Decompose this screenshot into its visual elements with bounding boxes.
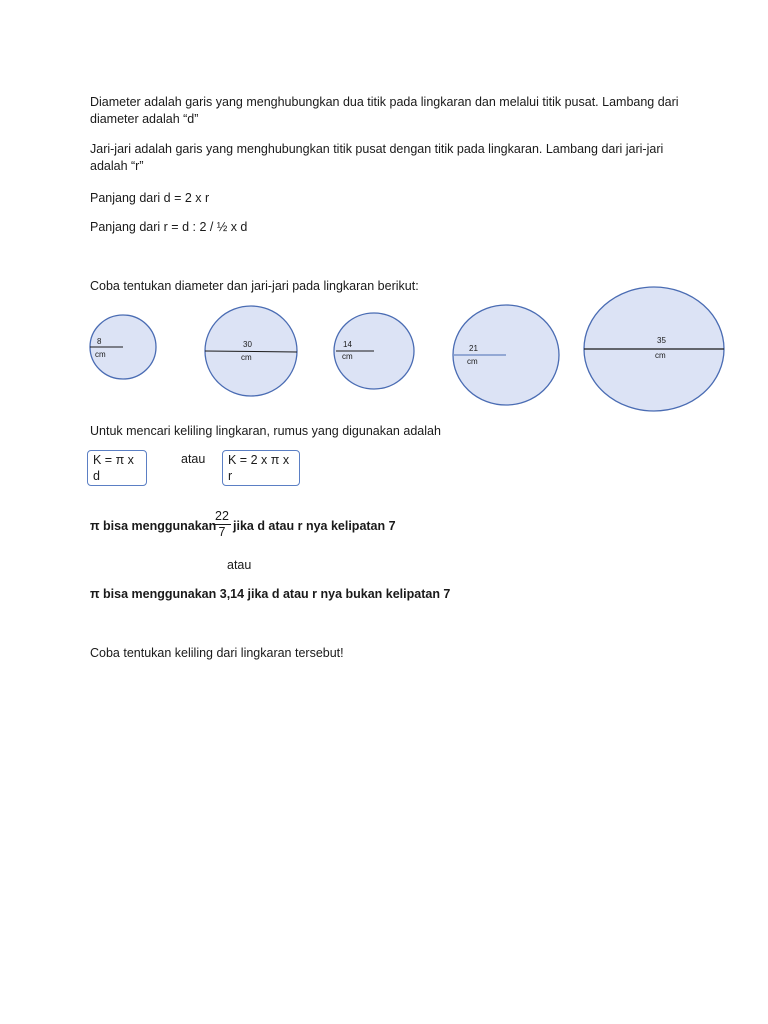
circle-5-unit: cm	[655, 351, 666, 360]
pi-note-fraction-suffix: jika d atau r nya kelipatan 7	[233, 519, 396, 533]
circle-2	[205, 306, 297, 396]
formula-box-radius: K = 2 x π x r	[222, 450, 300, 486]
circle-1-value: 8	[97, 337, 102, 346]
formula-box-diameter: K = π x d	[87, 450, 147, 486]
radius-definition: Jari-jari adalah garis yang menghubungkan titik pusat dengan titik pada lingkaran. Lambang dari jari-jari adalah “r”	[90, 142, 664, 173]
circle-3	[334, 313, 414, 389]
pi-fraction	[213, 509, 231, 540]
circle-3-unit: cm	[342, 352, 353, 361]
or-label: atau	[181, 452, 206, 466]
exercise-circumference: Coba tentukan keliling dari lingkaran tersebut!	[90, 646, 344, 660]
or-label-2: atau	[227, 558, 252, 572]
circle-3-value: 14	[343, 340, 352, 349]
diameter-formula: Panjang dari d = 2 x r	[90, 191, 210, 205]
fraction-numerator: 22	[213, 509, 231, 525]
circle-5	[584, 287, 724, 411]
diameter-definition: Diameter adalah garis yang menghubungkan dua titik pada lingkaran dan melalui titik pusat. Lambang dari diameter adalah “d”	[90, 95, 679, 126]
fraction-denominator: 7	[218, 525, 226, 539]
circles-figure	[0, 0, 768, 420]
circle-4-value: 21	[469, 344, 478, 353]
circle-5-value: 35	[657, 336, 666, 345]
circle-1	[90, 315, 156, 379]
circle-2-value: 30	[243, 340, 252, 349]
radius-formula: Panjang dari r = d : 2 / ½ x d	[90, 220, 248, 234]
circle-4	[453, 305, 559, 405]
pi-note-decimal: π bisa menggunakan 3,14 jika d atau r nya bukan kelipatan 7	[90, 587, 451, 601]
keliling-intro: Untuk mencari keliling lingkaran, rumus yang digunakan adalah	[90, 424, 441, 438]
pi-note-fraction-prefix: π bisa menggunakan	[90, 519, 217, 533]
circle-1-unit: cm	[95, 350, 106, 359]
circle-2-unit: cm	[241, 353, 252, 362]
circle-4-unit: cm	[467, 357, 478, 366]
exercise-diameter-radius: Coba tentukan diameter dan jari-jari pada lingkaran berikut:	[90, 279, 419, 293]
